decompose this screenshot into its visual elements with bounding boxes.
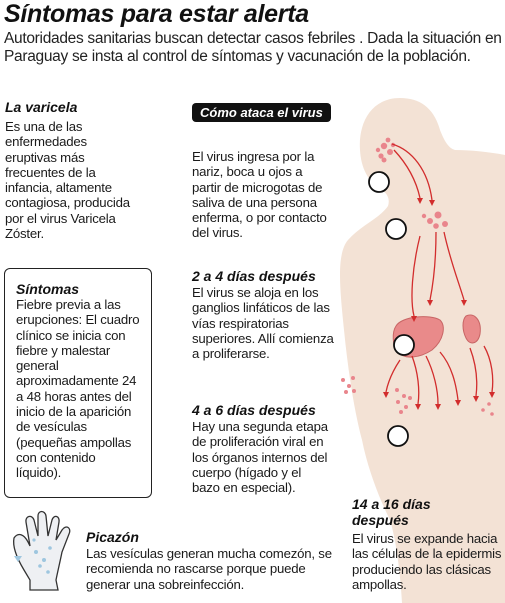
symptoms-text: Fiebre previa a las erupciones: El cuadro clínico se inicia con fiebre y malestar general aproximadamente 24 a 48 horas antes del inicio de la aparición de vesículas (pequeñas ampollas con contenido líquido). xyxy=(16,297,140,481)
hand-illustration xyxy=(14,512,70,591)
step4-text: El virus se expande hacia las células de la epidermis produciendo las clásicas ampollas. xyxy=(352,531,502,592)
step3-text: Hay una segunda etapa de proliferación viral en los órganos internos del cuerpo (hígado y el bazo en especial). xyxy=(192,419,328,496)
step1-text: El virus ingresa por la nariz, boca u ojos a partir de microgotas de saliva de una persona enferma, o por contacto del virus. xyxy=(192,149,327,241)
attack-badge: Cómo ataca el virus xyxy=(192,103,331,122)
itch-text: Las vesículas generan mucha comezón, se recomienda no rascarse porque puede generar una sobreinfección. xyxy=(86,546,332,592)
page-subtitle: Autoridades sanitarias buscan detectar casos febriles . Dada la situación en Paraguay se insta al control de síntomas y vacunación de la población. xyxy=(4,30,502,65)
step2-title: 2 a 4 días después xyxy=(192,268,316,284)
step2-text: El virus se aloja en los ganglios linfáticos de las vías respiratorias superiores. Allí comienza a proliferarse. xyxy=(192,285,334,362)
symptoms-heading: Síntomas xyxy=(16,281,80,297)
step4-title: 14 a 16 días después xyxy=(352,496,431,528)
itch-heading: Picazón xyxy=(86,529,139,545)
page-title: Síntomas para estar alerta xyxy=(4,0,309,28)
varicela-heading: La varicela xyxy=(5,99,78,115)
step3-title: 4 a 6 días después xyxy=(192,402,316,418)
varicela-text: Es una de las enfermedades eruptivas más frecuentes de la infancia, altamente contagiosa, producida por el virus Varicela Zóster. xyxy=(5,119,130,242)
